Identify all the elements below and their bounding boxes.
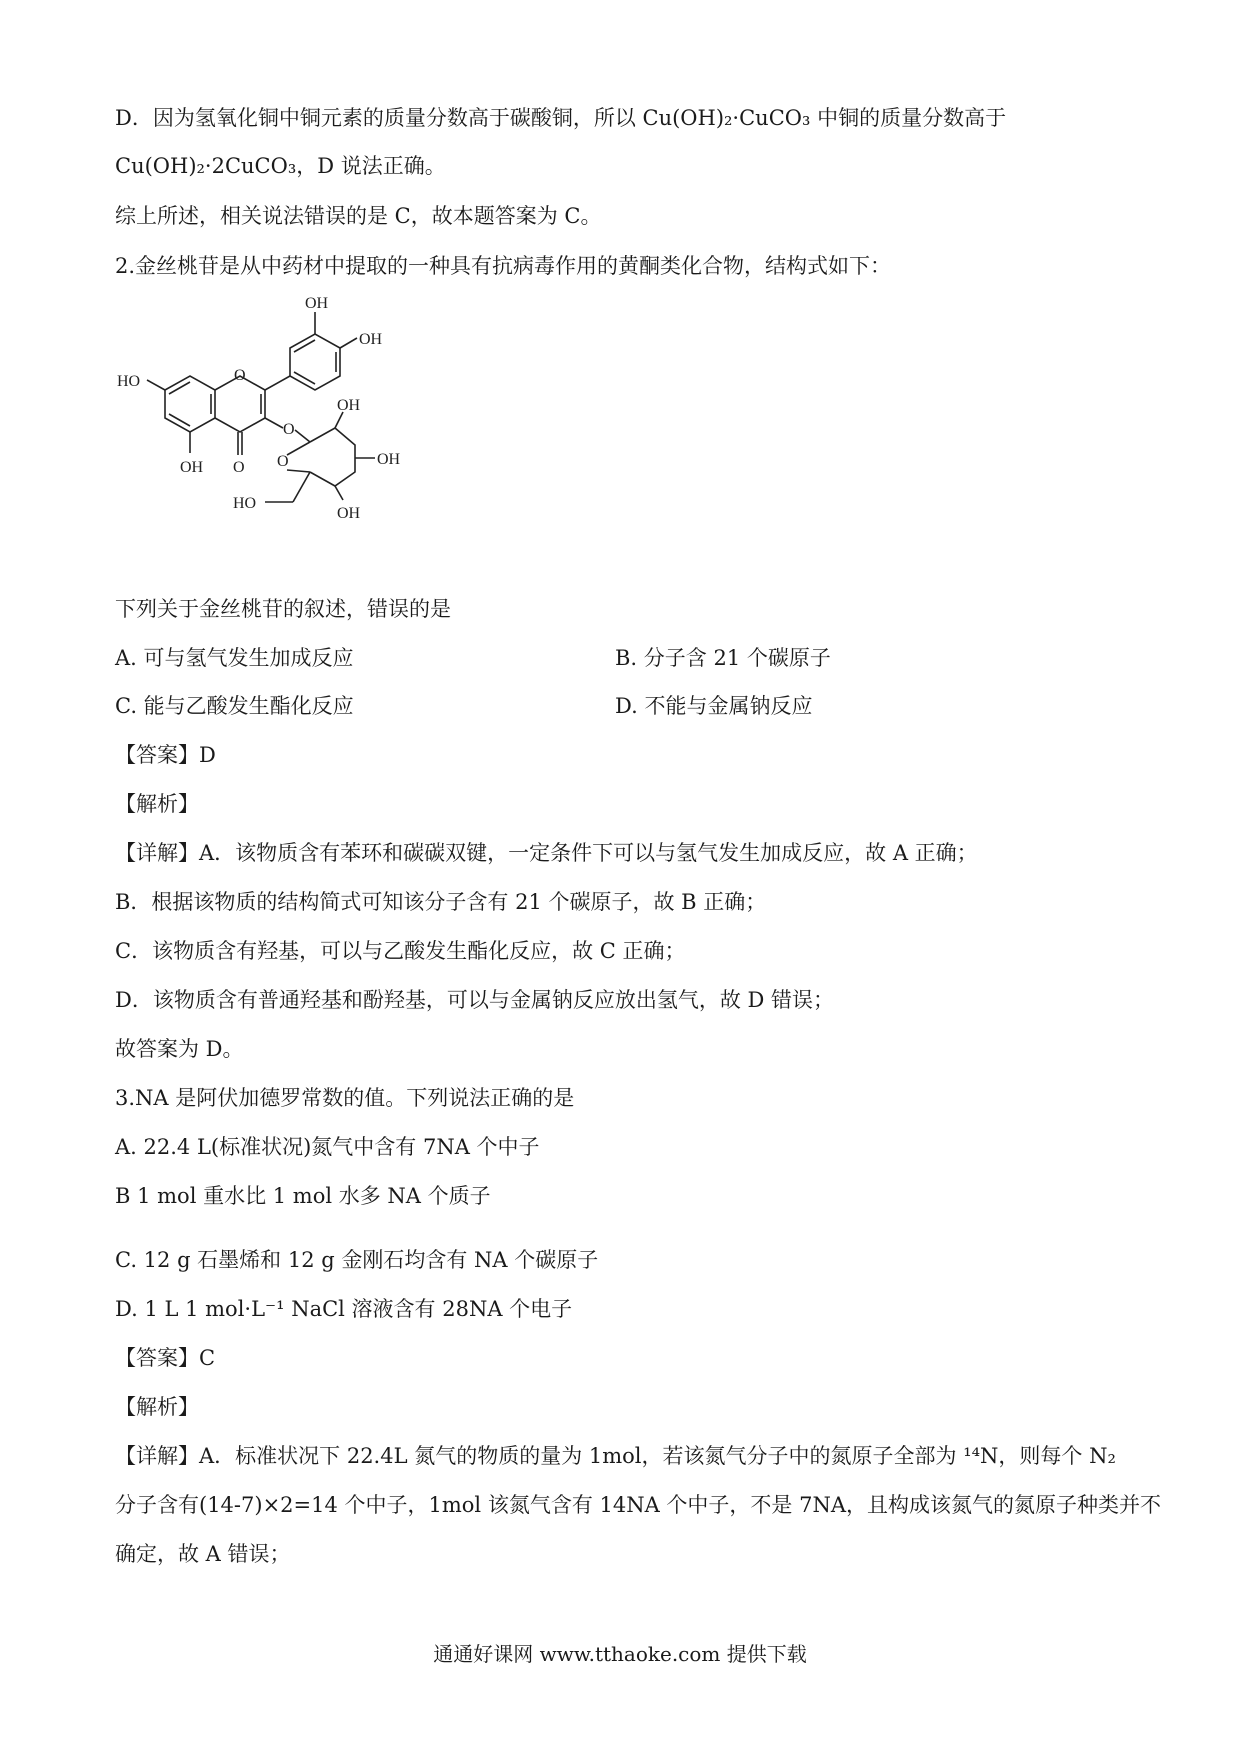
sugar-ring-o-bond-1 bbox=[287, 442, 310, 455]
bond-oh-s3 bbox=[335, 486, 343, 500]
q3-detail-line-3: 确定，故 A 错误； bbox=[115, 1542, 291, 1566]
bond-oh-s1 bbox=[335, 412, 343, 428]
label-o-sugar: O bbox=[277, 453, 289, 470]
label-o-glycoside: O bbox=[283, 421, 295, 438]
q2-detail-line-3: C．该物质含有羟基，可以与乙酸发生酯化反应，故 C 正确； bbox=[115, 939, 686, 963]
label-oh-a: OH bbox=[180, 459, 204, 476]
bond-o-sugar bbox=[295, 430, 310, 442]
q3-option-c: C. 12 g 石墨烯和 12 g 金刚石均含有 NA 个碳原子 bbox=[115, 1248, 599, 1272]
q2-option-b: B. 分子含 21 个碳原子 bbox=[615, 646, 831, 670]
q3-detail-line-1: 【详解】A．标准状况下 22.4L 氮气的物质的量为 1mol，若该氮气分子中的氮原子全部为 ¹⁴N，则每个 N₂ bbox=[115, 1444, 1116, 1468]
q2-detail-line-1: 【详解】A．该物质含有苯环和碳碳双键，一定条件下可以与氢气发生加成反应，故 A 正确； bbox=[115, 841, 978, 865]
bond-c2-b bbox=[265, 376, 290, 390]
ring-b-double-1 bbox=[294, 340, 315, 352]
q2-option-a: A. 可与氢气发生加成反应 bbox=[115, 646, 354, 670]
label-oh-s2: OH bbox=[377, 451, 401, 468]
question-2-stem: 2.金丝桃苷是从中药材中提取的一种具有抗病毒作用的黄酮类化合物，结构式如下： bbox=[115, 254, 892, 278]
q2-analysis-heading: 【解析】 bbox=[115, 792, 199, 816]
label-oh-b1: OH bbox=[305, 295, 329, 312]
ring-b bbox=[290, 334, 340, 390]
bond-oh-b2 bbox=[340, 338, 357, 348]
q2-prompt: 下列关于金丝桃苷的叙述，错误的是 bbox=[115, 597, 451, 621]
label-ho-a: HO bbox=[117, 373, 141, 390]
label-oh-b2: OH bbox=[359, 331, 383, 348]
q3-analysis-heading: 【解析】 bbox=[115, 1395, 199, 1419]
label-ho-ch2: HO bbox=[233, 495, 257, 512]
ring-a-double-1 bbox=[169, 382, 190, 394]
q3-option-a: A. 22.4 L(标准状况)氮气中含有 7NA 个中子 bbox=[115, 1135, 540, 1159]
ring-a-double-3 bbox=[169, 414, 190, 426]
label-o-carbonyl: O bbox=[233, 459, 245, 476]
q3-prompt: 3.NA 是阿伏加德罗常数的值。下列说法正确的是 bbox=[115, 1086, 575, 1110]
ring-a bbox=[165, 376, 215, 432]
text-line-1: D．因为氢氧化铜中铜元素的质量分数高于碳酸铜，所以 Cu(OH)₂·CuCO₃ 中铜的质量分数高于 bbox=[115, 106, 1007, 130]
label-oh-s1: OH bbox=[337, 397, 361, 414]
q2-answer: 【答案】D bbox=[115, 743, 216, 767]
q3-option-d: D. 1 L 1 mol·L⁻¹ NaCl 溶液含有 28NA 个电子 bbox=[115, 1297, 573, 1321]
label-o-ring: O bbox=[234, 367, 246, 384]
bond-ho-a bbox=[147, 380, 165, 390]
label-oh-s3: OH bbox=[337, 505, 361, 522]
hyperoside-structure-diagram bbox=[105, 290, 465, 580]
text-line-2: Cu(OH)₂·2CuCO₃，D 说法正确。 bbox=[115, 154, 446, 178]
page-footer: 通通好课网 www.tthaoke.com 提供下载 bbox=[433, 1642, 807, 1666]
sugar-ring bbox=[310, 428, 355, 486]
q3-option-b: B 1 mol 重水比 1 mol 水多 NA 个质子 bbox=[115, 1184, 491, 1208]
q2-detail-line-4: D．该物质含有普通羟基和酚羟基，可以与金属钠反应放出氢气，故 D 错误； bbox=[115, 988, 835, 1012]
bond-ch2 bbox=[293, 472, 310, 502]
bond-c3-o bbox=[265, 418, 283, 428]
ring-b-double-3 bbox=[294, 372, 315, 384]
ring-c bbox=[215, 376, 265, 432]
q2-option-d: D. 不能与金属钠反应 bbox=[615, 694, 813, 718]
q2-detail-line-5: 故答案为 D。 bbox=[115, 1037, 244, 1061]
q2-option-c: C. 能与乙酸发生酯化反应 bbox=[115, 694, 354, 718]
q3-detail-line-2: 分子含有(14-7)×2=14 个中子，1mol 该氮气含有 14NA 个中子，不是 7NA，且构成该氮气的氮原子种类并不 bbox=[115, 1493, 1162, 1517]
sugar-ring-o-bond-2 bbox=[287, 470, 310, 472]
q3-answer: 【答案】C bbox=[115, 1346, 216, 1370]
text-line-3: 综上所述，相关说法错误的是 C，故本题答案为 C。 bbox=[115, 204, 602, 228]
q2-detail-line-2: B．根据该物质的结构简式可知该分子含有 21 个碳原子，故 B 正确； bbox=[115, 890, 767, 914]
